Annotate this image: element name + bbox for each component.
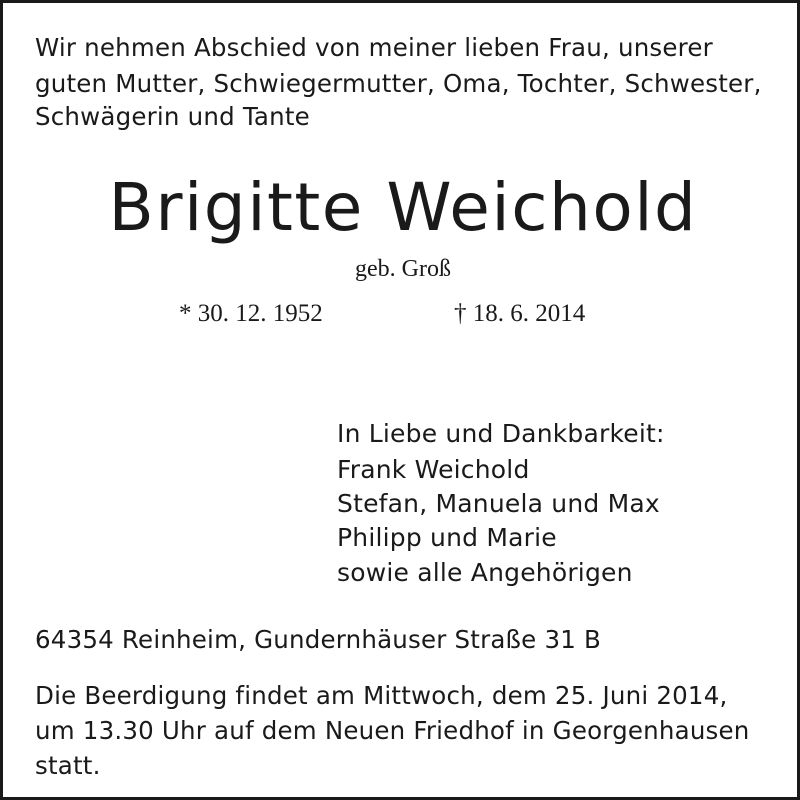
mourner-name: Frank Weichold xyxy=(337,455,530,484)
death-date: † 18. 6. 2014 xyxy=(454,300,586,327)
funeral-line-3: statt. xyxy=(35,751,101,780)
maiden-name: geb. Groß xyxy=(355,256,451,282)
mourners-heading: In Liebe und Dankbarkeit: xyxy=(337,419,665,448)
intro-line-1: Wir nehmen Abschied von meiner lieben Frau, unserer xyxy=(35,33,713,62)
intro-line-3: Schwägerin und Tante xyxy=(35,102,310,131)
birth-date: * 30. 12. 1952 xyxy=(179,300,323,327)
mourner-name: Philipp und Marie xyxy=(337,523,557,552)
address: 64354 Reinheim, Gundernhäuser Straße 31 B xyxy=(35,625,602,654)
mourner-name: Stefan, Manuela und Max xyxy=(337,489,660,518)
funeral-line-1: Die Beerdigung findet am Mittwoch, dem 25. Juni 2014, xyxy=(35,681,728,710)
intro-line-2: guten Mutter, Schwiegermutter, Oma, Tochter, Schwester, xyxy=(35,69,762,98)
mourner-name: sowie alle Angehörigen xyxy=(337,558,633,587)
funeral-line-2: um 13.30 Uhr auf dem Neuen Friedhof in Georgenhausen xyxy=(35,716,750,745)
deceased-name: Brigitte Weichold xyxy=(108,169,698,246)
